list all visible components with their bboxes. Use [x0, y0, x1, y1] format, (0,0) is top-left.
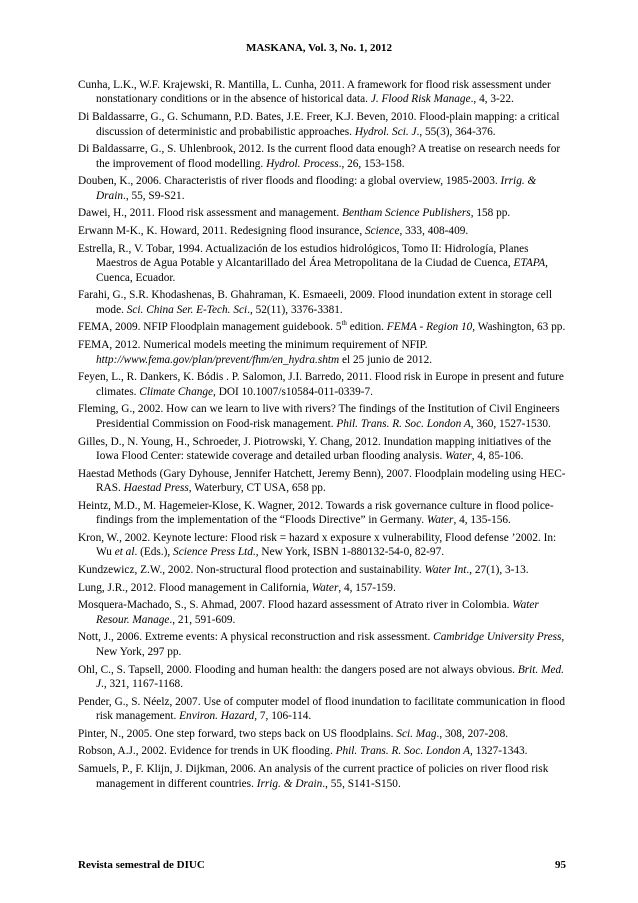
reference-text: , 7, 106-114. [254, 710, 312, 723]
reference-text: Estrella, R., V. Tobar, 1994. Actualización de los estudios hidrológicos, Tomo II: Hidrología, Planes Maestros de Agua Potable y Alcantarillado del Área Metropolitana de la Ciudad de Cuenca, [78, 242, 529, 270]
reference-text: , 1327-1343. [470, 745, 528, 758]
reference-entry [78, 598, 566, 627]
reference-italic-text: Environ. Hazard [179, 710, 255, 723]
reference-text: ., 21, 591-609. [169, 613, 236, 626]
reference-text: Di Baldassarre, G., S. Uhlenbrook, 2012. Is the current flood data enough? A treatise on research needs for the improvement of flood modelling. [78, 143, 561, 170]
reference-italic-text: FEMA - Region 10 [386, 321, 473, 334]
reference-text: Di Baldassarre, G., G. Schumann, P.D. Bates, J.E. Freer, K.J. Beven, 2010. Flood-plain mapping: a critical discussion of deterministic and probabilistic approaches. [78, 111, 560, 138]
reference-text: Dawei, H., 2011. Flood risk assessment and management. [78, 207, 343, 220]
reference-text: , Washington, 63 pp. [472, 321, 566, 334]
reference-text: , 4, 157-159. [338, 581, 396, 594]
reference-text: Mosquera-Machado, S., S. Ahmad, 2007. Flood hazard assessment of Atrato river in Colombia. [78, 599, 513, 612]
reference-text: ., 55(3), 364-376. [416, 125, 496, 138]
reference-italic-text: Irrig. & Drain [256, 777, 323, 790]
reference-text: edition. [346, 321, 387, 334]
reference-entry [78, 630, 566, 659]
reference-italic-text: ETAPA [513, 257, 546, 270]
page-number: 95 [555, 859, 566, 871]
reference-entry [78, 581, 566, 595]
reference-italic-text: Water Int [424, 563, 467, 576]
reference-text: Feyen, L., R. Dankers, K. Bódis . P. Salomon, J.I. Barredo, 2011. Flood risk in Europe in present and future climates. [78, 371, 564, 398]
reference-entry [78, 762, 566, 791]
reference-entry [78, 338, 566, 367]
reference-italic-text: Hydrol. Sci. J [354, 125, 417, 138]
reference-entry [78, 744, 566, 758]
reference-italic-text: Water Resour. Manage [96, 599, 539, 626]
reference-italic-text: Cambridge University Press [433, 631, 562, 644]
reference-entry [78, 110, 566, 139]
reference-text: . (Eds.), [134, 546, 174, 559]
reference-italic-text: et al [114, 546, 135, 559]
reference-italic-text: Brit. Med. J [96, 663, 564, 690]
reference-entry [78, 370, 566, 399]
reference-text: ., 308, 207-208. [436, 727, 509, 740]
reference-text: FEMA, 2009. NFIP Floodplain management guidebook. 5 [78, 321, 342, 334]
reference-entry [78, 499, 566, 528]
reference-entry [78, 563, 566, 577]
reference-text: , 360, 1527-1530. [470, 417, 551, 430]
reference-entry [78, 242, 566, 285]
reference-entry [78, 402, 566, 431]
reference-italic-text: Sci. China Ser. E-Tech. Sci [126, 303, 248, 316]
reference-italic-text: Phil. Trans. R. Soc. London A [335, 745, 471, 758]
reference-text: Robson, A.J., 2002. Evidence for trends in UK flooding. [78, 745, 336, 758]
reference-italic-text: J. Flood Risk Manage [370, 93, 471, 106]
reference-text: , 158 pp. [470, 207, 511, 220]
reference-text: Kron, W., 2002. Keynote lecture: Flood risk = hazard x exposure x vulnerability, Flood defense ’2002. In: Wu [78, 531, 557, 559]
running-header: MASKANA, Vol. 3, No. 1, 2012 [245, 42, 393, 54]
reference-italic-text: Science Press Ltd. [173, 546, 256, 559]
reference-text: , 333, 408-409. [399, 225, 469, 238]
reference-italic-text: Water [426, 514, 454, 527]
reference-text: Douben, K., 2006. Characteristis of river floods and flooding: a global overview, 1985-2003. [78, 175, 501, 188]
reference-italic-text: Water [445, 449, 472, 462]
reference-text: ., 4, 3-22. [470, 93, 514, 106]
reference-text: Haestad Methods (Gary Dyhouse, Jennifer Hatchett, Jeremy Benn), 2007. Floodplain modeling using HEC-RAS. [78, 467, 566, 495]
reference-text: Fleming, G., 2002. How can we learn to live with rivers? The findings of the Institution of Civil Engineers Presidential Commission on Food-risk management. [78, 403, 560, 430]
reference-italic-text: Water [311, 581, 339, 594]
reference-italic-text: Climate Change [139, 385, 214, 398]
reference-entry [78, 174, 566, 203]
reference-italic-text: Hydrol. Process [266, 157, 339, 170]
reference-text: Samuels, P., F. Klijn, J. Dijkman, 2006. An analysis of the current practice of policies on river flood risk management in different countries. [78, 763, 549, 790]
reference-text: Erwann M-K., K. Howard, 2011. Redesigning flood insurance, [78, 225, 365, 238]
reference-italic-text: Phil. Trans. R. Soc. London A [336, 417, 471, 430]
reference-italic-text: Irrig. & Drain [96, 175, 537, 202]
reference-entry [78, 531, 566, 560]
reference-text: , DOI 10.1007/s10584-011-0339-7. [213, 385, 373, 398]
reference-text: , New York, 297 pp. [96, 631, 565, 658]
reference-text: Ohl, C., S. Tapsell, 2000. Flooding and human health: the dangers posed are not always obvious. [78, 663, 518, 676]
reference-text: ., 55, S9-S21. [123, 189, 185, 202]
reference-entry [78, 288, 566, 317]
reference-text: Lung, J.R., 2012. Flood management in California, [78, 581, 312, 594]
reference-text: ., 321, 1167-1168. [101, 677, 184, 690]
reference-text: ., 52(11), 3376-3381. [247, 303, 343, 316]
reference-text: , New York, ISBN 1-880132-54-0, 82-97. [255, 546, 445, 559]
reference-text: ., 27(1), 3-13. [466, 563, 529, 576]
reference-entry [78, 695, 566, 724]
reference-text: , Cuenca, Ecuador. [96, 257, 548, 284]
superscript-text: th [341, 319, 347, 328]
reference-text: Farahi, G., S.R. Khodashenas, B. Ghahraman, K. Esmaeeli, 2009. Flood inundation extent in storage cell mode. [78, 289, 553, 316]
reference-text: Pinter, N., 2005. One step forward, two steps back on US floodplains. [78, 727, 397, 740]
reference-text: Gilles, D., N. Young, H., Schroeder, J. Piotrowski, Y. Chang, 2012. Inundation mapping initiatives of the Iowa Flood Center: statewide coverage and detailed urban flooding analysis. [78, 435, 552, 462]
reference-text: el 25 junio de 2012. [339, 353, 433, 366]
reference-text: ., 26, 153-158. [338, 157, 405, 170]
reference-list [78, 78, 566, 794]
reference-italic-text: Science [364, 225, 400, 238]
reference-text: , Waterbury, CT USA, 658 pp. [188, 482, 326, 495]
reference-text: Pender, G., S. Néelz, 2007. Use of computer model of flood inundation to facilitate communication in flood risk management. [78, 695, 566, 723]
reference-italic-text: http://www.fema.gov/plan/prevent/fhm/en_hydra.shtm [96, 353, 340, 366]
reference-text: ., 55, S141-S150. [322, 777, 401, 790]
reference-entry [78, 467, 566, 496]
journal-name: Revista semestral de DIUC [78, 859, 205, 871]
reference-text: Heintz, M.D., M. Hagemeier-Klose, K. Wagner, 2012. Towards a risk governance culture in flood police-findings from the implementation of the “Floods Directive” in Germany. [78, 499, 554, 527]
reference-text: Cunha, L.K., W.F. Krajewski, R. Mantilla, L. Cunha, 2011. A framework for flood risk assessment under nonstationary conditions or in the absence of historical data. [78, 79, 551, 106]
reference-italic-text: Sci. Mag [396, 727, 437, 740]
reference-italic-text: Haestad Press [123, 482, 189, 495]
reference-entry [78, 727, 566, 741]
reference-entry [78, 435, 566, 464]
reference-text: , 4, 135-156. [453, 514, 511, 527]
reference-text: , 4, 85-106. [471, 449, 524, 462]
reference-text: Kundzewicz, Z.W., 2002. Non-structural flood protection and sustainability. [78, 563, 425, 576]
reference-text: Nott, J., 2006. Extreme events: A physical reconstruction and risk assessment. [78, 631, 434, 644]
reference-entry [78, 142, 566, 171]
reference-entry [78, 78, 566, 107]
reference-italic-text: Bentham Science Publishers [342, 207, 471, 220]
reference-entry [78, 663, 566, 692]
reference-entry [78, 320, 566, 334]
reference-entry [78, 206, 566, 220]
reference-entry [78, 224, 566, 238]
reference-text: FEMA, 2012. Numerical models meeting the minimum requirement of NFIP. [78, 339, 428, 352]
